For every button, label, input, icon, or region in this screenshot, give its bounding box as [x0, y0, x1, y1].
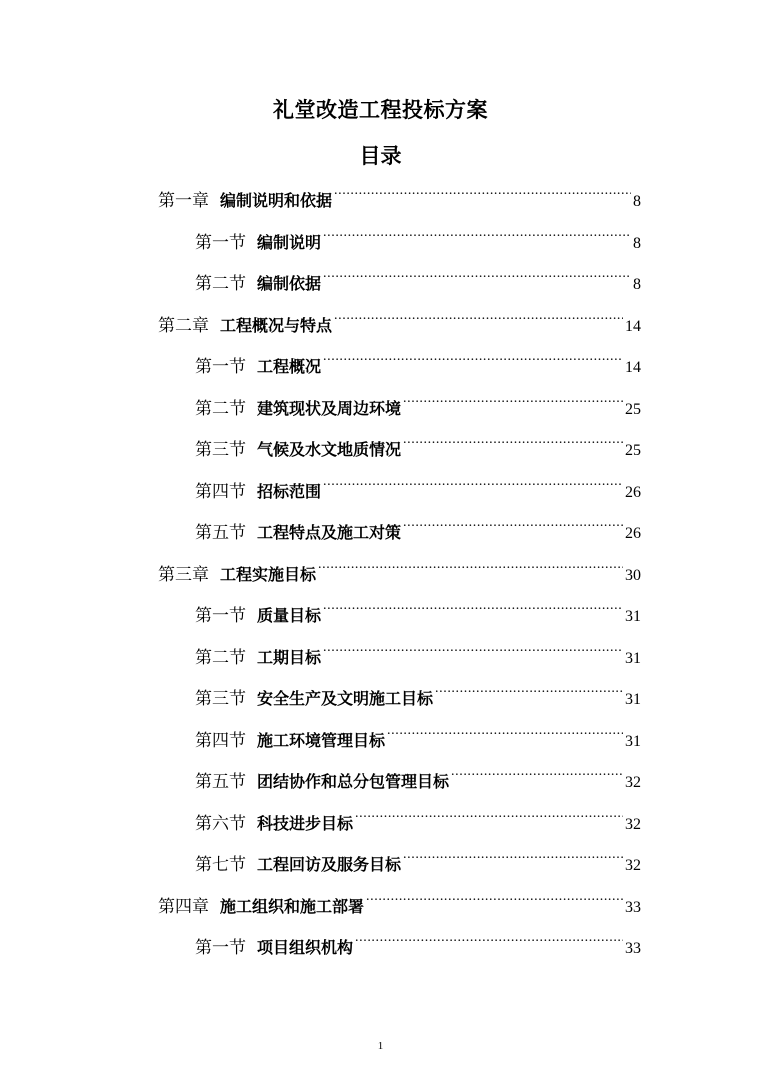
toc-entry-page: 8: [633, 193, 641, 210]
toc-entry-number: 第一节: [195, 938, 246, 958]
toc-entry-number: 第一节: [195, 606, 246, 626]
toc-dot-leader: [323, 467, 623, 497]
toc-dot-leader: [403, 384, 623, 414]
toc-section-entry[interactable]: [195, 591, 641, 626]
toc-entry-title: 工程概况与特点: [220, 315, 333, 335]
toc-section-entry[interactable]: [195, 674, 641, 709]
toc-entry-page: 33: [625, 940, 641, 957]
toc-entry-title: 编制依据: [257, 274, 322, 293]
toc-section-entry[interactable]: [195, 259, 641, 294]
toc-chapter-entry[interactable]: [158, 176, 641, 211]
toc-entry-page: 33: [625, 898, 641, 916]
toc-entry-title: 工程特点及施工对策: [257, 523, 402, 542]
toc-heading: 目录: [359, 144, 402, 168]
toc-entry-number: 第二节: [195, 647, 246, 668]
toc-entry-number: 第四节: [195, 730, 246, 751]
toc-entry-title: 施工环境管理目标: [257, 730, 386, 750]
toc-chapter-entry[interactable]: [158, 882, 641, 917]
toc-entry-number: 第五节: [195, 523, 246, 543]
toc-entry-number: 第二节: [195, 398, 246, 419]
toc-dot-leader: [435, 674, 623, 704]
toc-entry-title: 招标范围: [257, 481, 322, 501]
toc-entry-page: 31: [625, 649, 641, 667]
toc-entry-title: 施工组织和施工部署: [220, 896, 365, 916]
toc-dot-leader: [403, 840, 623, 870]
toc-dot-leader: [323, 218, 631, 248]
toc-entry-number: 第四章: [158, 896, 209, 917]
toc-dot-leader: [451, 757, 623, 787]
toc-entry-number: 第七节: [195, 855, 246, 875]
toc-entry-page: 31: [625, 732, 641, 750]
toc-entry-title: 项目组织机构: [257, 938, 354, 957]
toc-entry-page: 8: [633, 234, 641, 252]
toc-entry-number: 第三节: [195, 689, 246, 709]
toc-entry-title: 编制说明: [257, 232, 322, 252]
toc-entry-page: 32: [625, 857, 641, 874]
toc-entry-title: 科技进步目标: [257, 813, 354, 833]
toc-entry-page: 8: [633, 276, 641, 293]
toc-dot-leader: [334, 301, 623, 331]
toc-dot-leader: [403, 425, 623, 455]
toc-entry-title: 工程实施目标: [220, 564, 317, 584]
toc-dot-leader: [323, 633, 623, 663]
toc-chapter-entry[interactable]: [158, 301, 641, 336]
toc-dot-leader: [323, 342, 623, 372]
toc-dot-leader: [318, 550, 623, 580]
toc-entry-page: 32: [625, 815, 641, 833]
toc-entry-page: 25: [625, 442, 641, 459]
toc-entry-page: 31: [625, 608, 641, 625]
toc-dot-leader: [355, 923, 623, 953]
toc-entry-page: 14: [625, 359, 641, 376]
toc-entry-page: 32: [625, 774, 641, 791]
toc-section-entry[interactable]: [195, 840, 641, 875]
toc-entry-number: 第三节: [195, 440, 246, 460]
toc-entry-number: 第二章: [158, 315, 209, 336]
toc-entry-number: 第三章: [158, 564, 209, 585]
toc-entry-number: 第四节: [195, 481, 246, 502]
toc-section-entry[interactable]: [195, 923, 641, 958]
toc-entry-title: 工程回访及服务目标: [257, 855, 402, 874]
toc-dot-leader: [366, 882, 623, 912]
toc-section-entry[interactable]: [195, 384, 641, 419]
toc-entry-title: 团结协作和总分包管理目标: [257, 772, 450, 791]
toc-entry-title: 安全生产及文明施工目标: [257, 689, 434, 708]
toc-section-entry[interactable]: [195, 467, 641, 502]
toc-entry-number: 第一节: [195, 357, 246, 377]
toc-entry-title: 质量目标: [257, 606, 322, 625]
toc-dot-leader: [355, 799, 623, 829]
toc-dot-leader: [334, 176, 631, 206]
toc-chapter-entry[interactable]: [158, 550, 641, 585]
toc-entry-page: 30: [625, 566, 641, 584]
toc-dot-leader: [323, 259, 631, 289]
toc-section-entry[interactable]: [195, 633, 641, 668]
toc-entry-title: 气候及水文地质情况: [257, 440, 402, 459]
toc-section-entry[interactable]: [195, 508, 641, 543]
toc-section-entry[interactable]: [195, 342, 641, 377]
toc-entry-page: 26: [625, 525, 641, 542]
document-title: 礼堂改造工程投标方案: [273, 98, 488, 122]
toc-entry-page: 31: [625, 691, 641, 708]
toc-dot-leader: [323, 591, 623, 621]
toc-section-entry[interactable]: [195, 757, 641, 792]
toc-entry-page: 14: [625, 317, 641, 335]
toc-entry-number: 第一章: [158, 191, 209, 211]
toc-section-entry[interactable]: [195, 425, 641, 460]
toc-section-entry[interactable]: [195, 799, 641, 834]
toc-entry-page: 25: [625, 400, 641, 418]
toc-entry-page: 26: [625, 483, 641, 501]
toc-section-entry[interactable]: [195, 218, 641, 253]
toc-entry-title: 工程概况: [257, 357, 322, 376]
page-number: 1: [377, 1040, 384, 1052]
toc-entry-number: 第五节: [195, 772, 246, 792]
toc-section-entry[interactable]: [195, 716, 641, 751]
toc-entry-number: 第一节: [195, 232, 246, 253]
toc-entry-title: 编制说明和依据: [220, 191, 333, 210]
toc-entry-number: 第二节: [195, 274, 246, 294]
toc-entry-title: 工期目标: [257, 647, 322, 667]
toc-entry-title: 建筑现状及周边环境: [257, 398, 402, 418]
toc-dot-leader: [387, 716, 623, 746]
toc-entry-number: 第六节: [195, 813, 246, 834]
toc-dot-leader: [403, 508, 623, 538]
